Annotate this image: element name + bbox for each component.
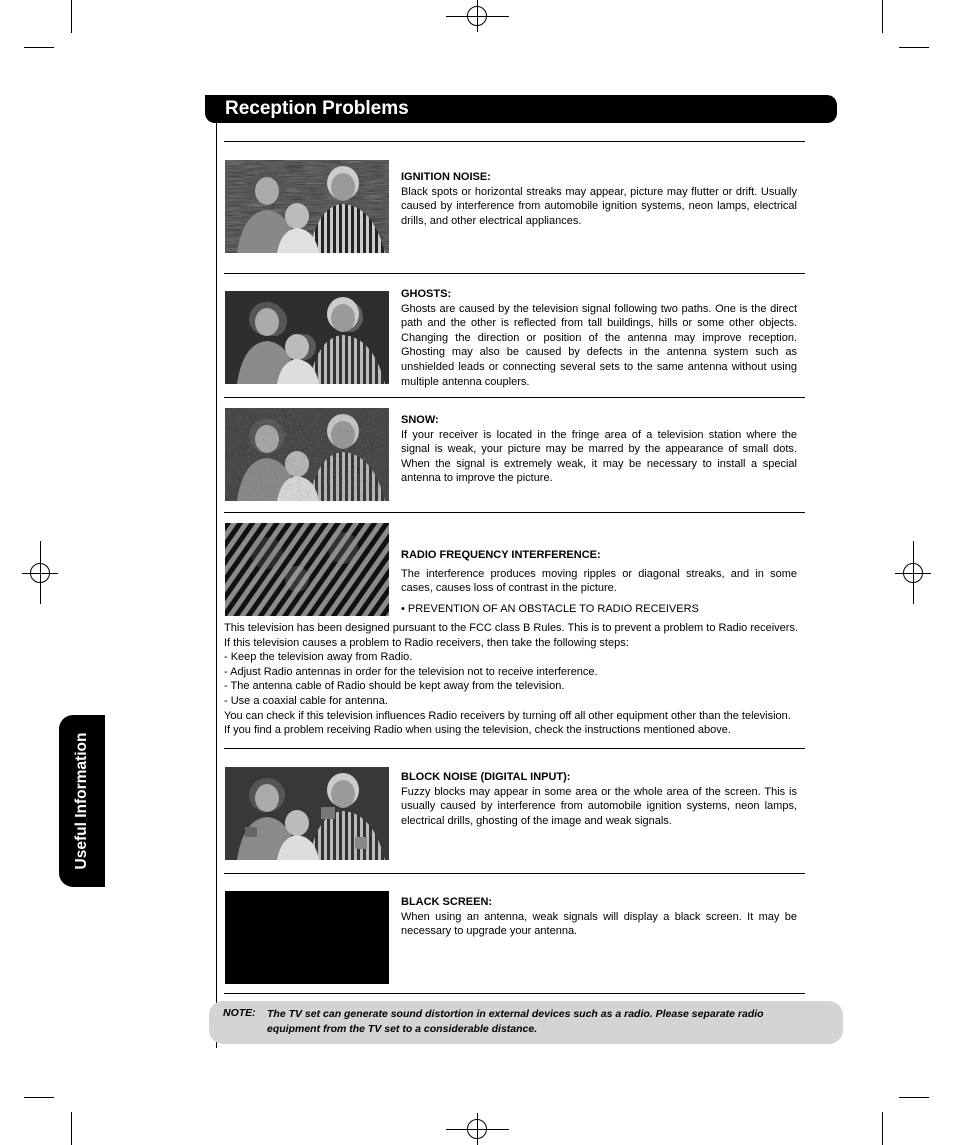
section-heading: GHOSTS: (401, 288, 452, 300)
note-label: NOTE: (223, 1007, 256, 1019)
section-body: When using an antenna, weak signals will display a black screen. It may be necessary to upgrade your antenna. (401, 910, 797, 938)
crop-mark (899, 47, 929, 48)
section-heading: IGNITION NOISE: (401, 171, 491, 183)
title-bar (205, 95, 837, 123)
black-screen-image (225, 891, 389, 984)
crop-mark (71, 1112, 72, 1145)
section-block-noise (401, 770, 797, 828)
page-title: Reception Problems (225, 98, 409, 119)
section-bullet: • PREVENTION OF AN OBSTACLE TO RADIO RECEIVERS (401, 602, 699, 615)
snow-image (225, 408, 389, 501)
crop-mark (71, 0, 72, 33)
divider (224, 397, 805, 398)
radio-step: - Use a coaxial cable for antenna. (224, 694, 388, 707)
divider (224, 993, 805, 994)
section-ignition-noise (401, 170, 797, 228)
left-rule (216, 123, 217, 1048)
radio-step: - Keep the television away from Radio. (224, 651, 413, 664)
radio-closing: You can check if this television influences Radio receivers by turning off all other equipment other than the television. If you find a problem receiving Radio when using the television, check the instructions mentioned above. (224, 709, 791, 737)
section-body: The interference produces moving ripples or diagonal streaks, and in some cases, causes loss of contrast in the picture. (401, 567, 797, 595)
section-heading: BLACK SCREEN: (401, 896, 493, 908)
section-heading: RADIO FREQUENCY INTERFERENCE: (401, 549, 601, 561)
crop-mark (24, 47, 54, 48)
divider (224, 273, 805, 274)
section-heading: BLOCK NOISE (DIGITAL INPUT): (401, 771, 571, 783)
note-text: The TV set can generate sound distortion in external devices such as a radio. Please separate radio equipment from the TV set to a considerable distance. (267, 1008, 764, 1035)
section-body: If your receiver is located in the fringe area of a television station where the signal is weak, your picture may be marred by the appearance of small dots. When the signal is extremely weak, it may be necessary to install a special antenna to improve the picture. (401, 428, 797, 485)
divider (224, 512, 805, 513)
crop-mark (882, 0, 883, 33)
radio-interference-image (225, 523, 389, 616)
divider (224, 748, 805, 749)
section-body: Black spots or horizontal streaks may appear, picture may flutter or drift. Usually caused by interference from automobile ignition systems, neon lamps, electrical drills, and other electrical appliances. (401, 185, 797, 227)
section-snow (401, 413, 797, 486)
ghosts-image (225, 291, 389, 384)
section-body: Fuzzy blocks may appear in some area or the whole area of the screen. This is usually caused by interference from automobile ignition systems, neon lamps, electrical drills, ghosting of the image and weak signals. (401, 785, 797, 827)
radio-step: - Adjust Radio antennas in order for the television not to receive interference. (224, 665, 598, 678)
section-body: Ghosts are caused by the television signal following two paths. One is the direct path and the other is reflected from tall buildings, hills or some other objects. Changing the direction or position of the antenna may improve reception. Ghosting may also be caused by defects in the antenna system such as unshielded leads or connecting several sets to the same antenna without using multiple antenna couplers. (401, 302, 797, 388)
crop-mark (24, 1097, 54, 1098)
note-box (209, 1001, 843, 1044)
section-ghosts (401, 287, 797, 389)
radio-paragraph (224, 621, 798, 738)
radio-step: - The antenna cable of Radio should be kept away from the television. (224, 680, 565, 693)
crop-mark (899, 1097, 929, 1098)
block-noise-image (225, 767, 389, 860)
section-heading: SNOW: (401, 414, 439, 426)
divider (224, 141, 805, 142)
ignition-noise-image (225, 160, 389, 253)
divider (224, 873, 805, 874)
section-black-screen (401, 895, 797, 939)
radio-intro: This television has been designed pursuant to the FCC class B Rules. This is to prevent a problem to Radio receivers. If this television causes a problem to Radio receivers, then take the following steps: (224, 622, 798, 649)
side-tab-label: Useful Information (73, 732, 90, 870)
section-radio-frequency-interference (401, 548, 797, 616)
side-tab (59, 715, 105, 887)
crop-mark (882, 1112, 883, 1145)
